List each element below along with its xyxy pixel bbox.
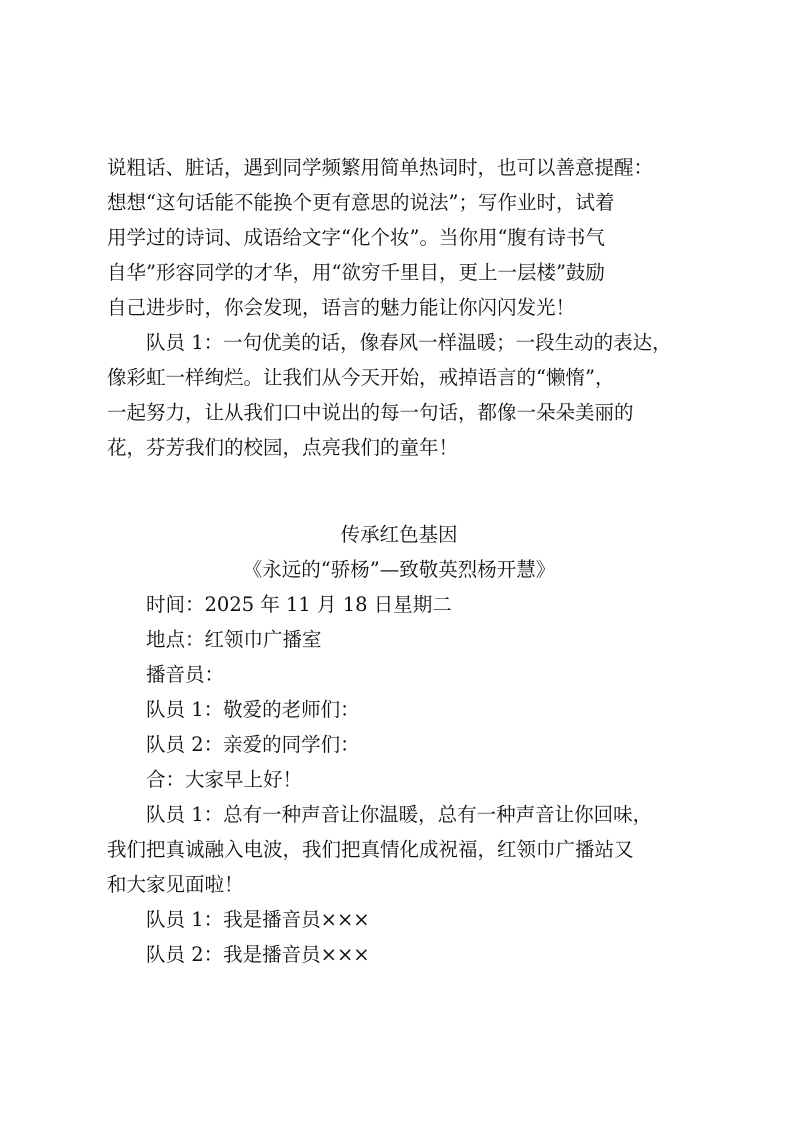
member2-name: 队员 2：我是播音员××× bbox=[146, 943, 370, 966]
section-theme: 传承红色基因 bbox=[340, 523, 458, 546]
member1-name: 队员 1：我是播音员××× bbox=[146, 908, 370, 931]
together-greeting: 合：大家早上好！ bbox=[146, 768, 303, 791]
section-gap bbox=[107, 465, 691, 517]
paragraph-closing bbox=[107, 325, 691, 465]
member1-greeting: 队员 1：敬爱的老师们： bbox=[146, 698, 360, 721]
text-line: 我们把真诚融入电波，我们把真情化成祝福，红领巾广播站又 bbox=[107, 838, 634, 861]
announcer-label: 播音员： bbox=[146, 663, 225, 686]
text-line: 一起努力，让从我们口中说出的每一句话，都像一朵朵美丽的 bbox=[107, 401, 634, 424]
text-line: 和大家见面啦！ bbox=[107, 873, 244, 896]
text-line: 用学过的诗词、成语给文字“化个妆”。当你用“腹有诗书气 bbox=[107, 226, 605, 249]
text-line: 队员 1：总有一种声音让你温暖，总有一种声音让你回味， bbox=[146, 803, 653, 826]
text-line: 说粗话、脏话，遇到同学频繁用简单热词时，也可以善意提醒： bbox=[107, 156, 654, 179]
text-line: 队员 1：一句优美的话，像春风一样温暖；一段生动的表达， bbox=[146, 331, 672, 354]
broadcast-title: 《永远的“骄杨”—致敬英烈杨开慧》 bbox=[242, 558, 556, 581]
text-line: 自己进步时，你会发现，语言的魅力能让你闪闪发光！ bbox=[107, 296, 576, 319]
text-line: 自华”形容同学的才华，用“欲穷千里目，更上一层楼”鼓励 bbox=[107, 261, 605, 284]
paragraph-intro bbox=[107, 797, 691, 902]
paragraph-language-tips bbox=[107, 150, 691, 325]
document-page bbox=[107, 150, 691, 972]
member2-greeting: 队员 2：亲爱的同学们： bbox=[146, 733, 360, 756]
broadcast-place: 地点：红领巾广播室 bbox=[146, 628, 322, 651]
text-line: 想想“这句话能不能换个更有意思的说法”；写作业时，试着 bbox=[107, 191, 615, 214]
broadcast-time: 时间：2025 年 11 月 18 日星期二 bbox=[146, 593, 452, 616]
text-line: 像彩虹一样绚烂。让我们从今天开始，戒掉语言的“懒惰”， bbox=[107, 366, 615, 389]
text-line: 花，芬芳我们的校园，点亮我们的童年！ bbox=[107, 436, 459, 459]
